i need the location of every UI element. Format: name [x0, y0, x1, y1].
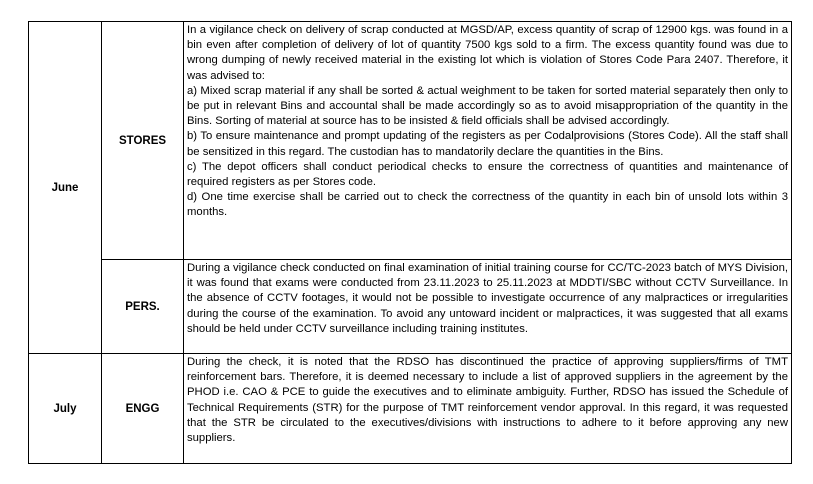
- observation-text: [184, 260, 791, 353]
- observation-cell: [184, 22, 792, 260]
- observation-cell: [184, 354, 792, 464]
- observation-paragraph: During a vigilance check conducted on final examination of initial training course for CC/TC-2023 batch of MYS Division, it was found that exams were conducted from 23.11.2023 to 25.11.2023 at MDDTI/SBC without CCTV Surveillance. In the absence of CCTV footages, it would not be possible to investigate occurrence of any malpractices or irregularities during the course of the examination. To avoid any untoward incident or malpractices, it was suggested that all exams should be held under CCTV surveillance including training institutes.: [187, 262, 788, 335]
- observation-paragraph: During the check, it is noted that the RDSO has discontinued the practice of approving suppliers/firms of TMT reinforcement bars. Therefore, it is deemed necessary to include a list of approved suppliers in the agreement by the PHOD i.e. CAO & PCE to guide the executives and to eliminate ambiguity. Further, RDSO has issued the Schedule of Technical Requirements (STR) for the purpose of TMT reinforcement vendor approval. In this regard, it was requested that the STR be circulated to the executives/divisions with instructions to adhere to it before approving any new suppliers.: [187, 356, 788, 445]
- observation-text: [184, 354, 791, 463]
- department-cell: ENGG: [102, 354, 184, 464]
- department-cell: STORES: [102, 22, 184, 260]
- observation-paragraph: c) The depot officers shall conduct periodical checks to ensure the correctness of quantities and maintenance of required registers as per Stores code.: [187, 160, 788, 189]
- vigilance-observations-table: [28, 21, 792, 464]
- observation-paragraph: d) One time exercise shall be carried out to check the correctness of the quantity in each bin of unsold lots within 3 months.: [187, 191, 788, 219]
- table-row: [29, 260, 792, 354]
- observation-paragraph: b) To ensure maintenance and prompt updating of the registers as per Codalprovisions (Stores Code). All the staff shall be sensitized in this regard. The custodian has to mandatorily declare the quantities in the Bins.: [187, 130, 788, 158]
- observation-text: [184, 22, 791, 259]
- department-cell: PERS.: [102, 260, 184, 354]
- observation-paragraph: a) Mixed scrap material if any shall be sorted & actual weighment to be taken for sorted material separately then only to be put in relevant Bins and accountal shall be made accordingly so as to avoid misappropriation of the quantity in the Bins. Sorting of material at source has to be insisted & field officials shall be advised accordingly.: [187, 84, 788, 128]
- observation-paragraph: In a vigilance check on delivery of scrap conducted at MGSD/AP, excess quantity of scrap of 12900 kgs. was found in a bin even after completion of delivery of lot of quantity 7500 kgs sold to a firm. The excess quantity found was due to wrong dumping of newly received material in the existing lot which is violation of Stores Code Para 2407. Therefore, it was advised to:: [187, 24, 788, 82]
- table-row: [29, 22, 792, 260]
- observation-cell: [184, 260, 792, 354]
- table-row: [29, 354, 792, 464]
- month-cell: June: [29, 22, 102, 354]
- month-cell: July: [29, 354, 102, 464]
